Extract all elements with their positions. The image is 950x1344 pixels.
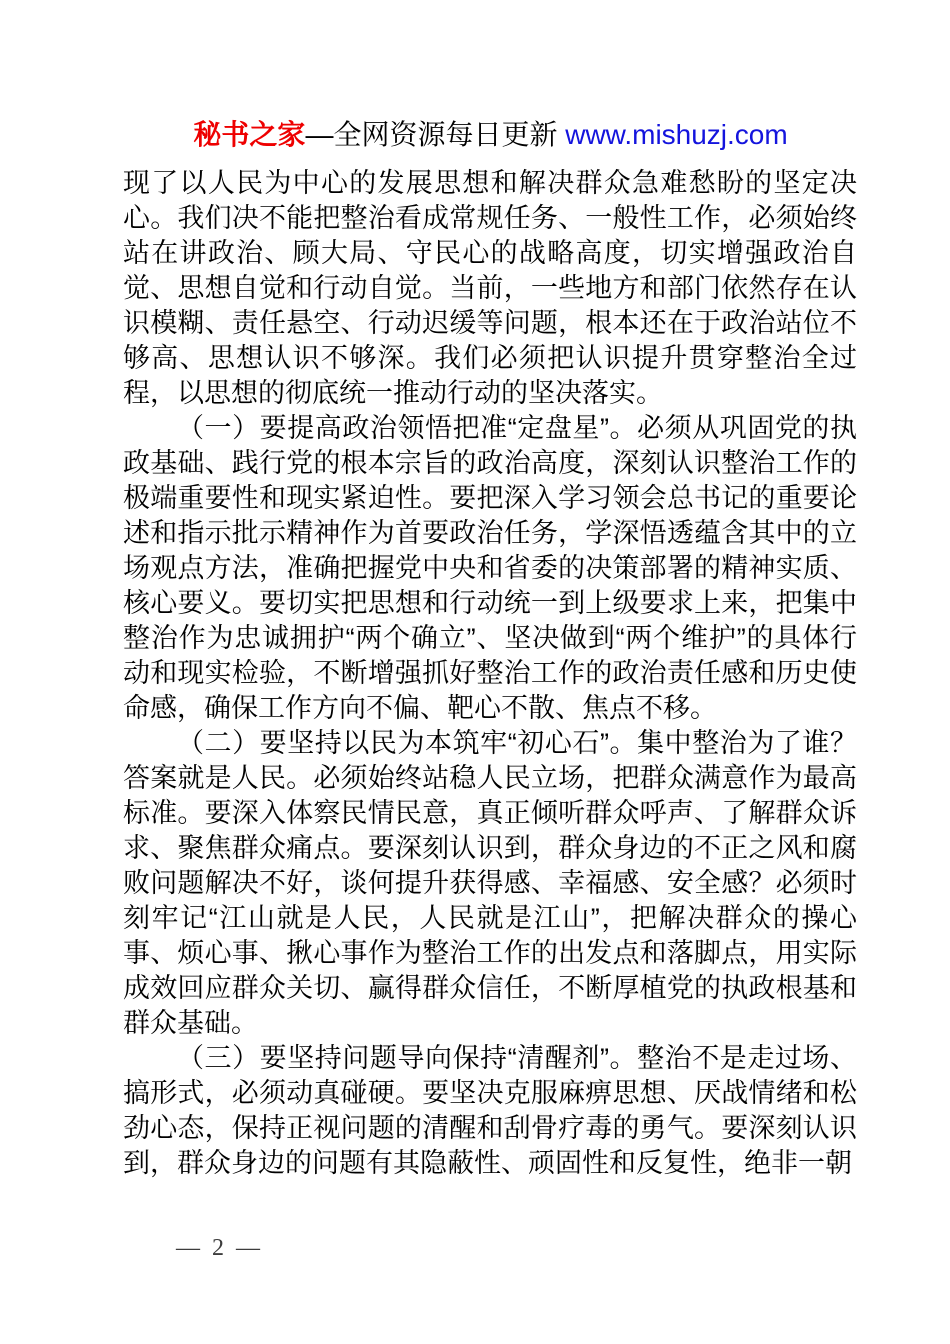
header-tagline: —全网资源每日更新 [305, 119, 566, 150]
page-number: — 2 — [176, 1235, 263, 1261]
paragraph-continuation: 现了以人民为中心的发展思想和解决群众急难愁盼的坚定决心。我们决不能把整治看成常规任务、一般性工作，必须始终站在讲政治、顾大局、守民心的战略高度，切实增强政治自觉、思想自觉和行动自觉。当前，一些地方和部门依然存在认识模糊、责任悬空、行动迟缓等问题，根本还在于政治站位不够高、思想认识不够深。我们必须把认识提升贯穿整治全过程，以思想的彻底统一推动行动的坚决落实。 [123, 168, 857, 408]
paragraph-section-one: （一）要提高政治领悟把准“定盘星”。必须从巩固党的执政基础、践行党的根本宗旨的政治高度，深刻认识整治工作的极端重要性和现实紧迫性。要把深入学习领会总书记的重要论述和指示批示精神作为首要政治任务，学深悟透蕴含其中的立场观点方法，准确把握党中央和省委的决策部署的精神实质、核心要义。要切实把思想和行动统一到上级要求上来，把集中整治作为忠诚拥护“两个确立”、坚决做到“两个维护”的具体行动和现实检验，不断增强抓好整治工作的政治责任感和历史使命感，确保工作方向不偏、靶心不散、焦点不移。 [123, 413, 857, 723]
paragraph-section-three: （三）要坚持问题导向保持“清醒剂”。整治不是走过场、搞形式，必须动真碰硬。要坚决克服麻痹思想、厌战情绪和松劲心态，保持正视问题的清醒和刮骨疗毒的勇气。要深刻认识到，群众身边的问题有其隐蔽性、顽固性和反复性，绝非一朝 [123, 1043, 857, 1178]
document-body [123, 166, 857, 1181]
site-url-link[interactable]: www.mishuzj.com [565, 119, 788, 150]
site-brand: 秘书之家 [193, 119, 306, 150]
paragraph-section-two: （二）要坚持以民为本筑牢“初心石”。集中整治为了谁？答案就是人民。必须始终站稳人民立场，把群众满意作为最高标准。要深入体察民情民意，真正倾听群众呼声、了解群众诉求、聚焦群众痛点。要深刻认识到，群众身边的不正之风和腐败问题解决不好，谈何提升获得感、幸福感、安全感？必须时刻牢记“江山就是人民，人民就是江山”，把解决群众的操心事、烦心事、揪心事作为整治工作的出发点和落脚点，用实际成效回应群众关切、赢得群众信任，不断厚植党的执政根基和群众基础。 [123, 728, 857, 1038]
page-footer [176, 1234, 263, 1262]
